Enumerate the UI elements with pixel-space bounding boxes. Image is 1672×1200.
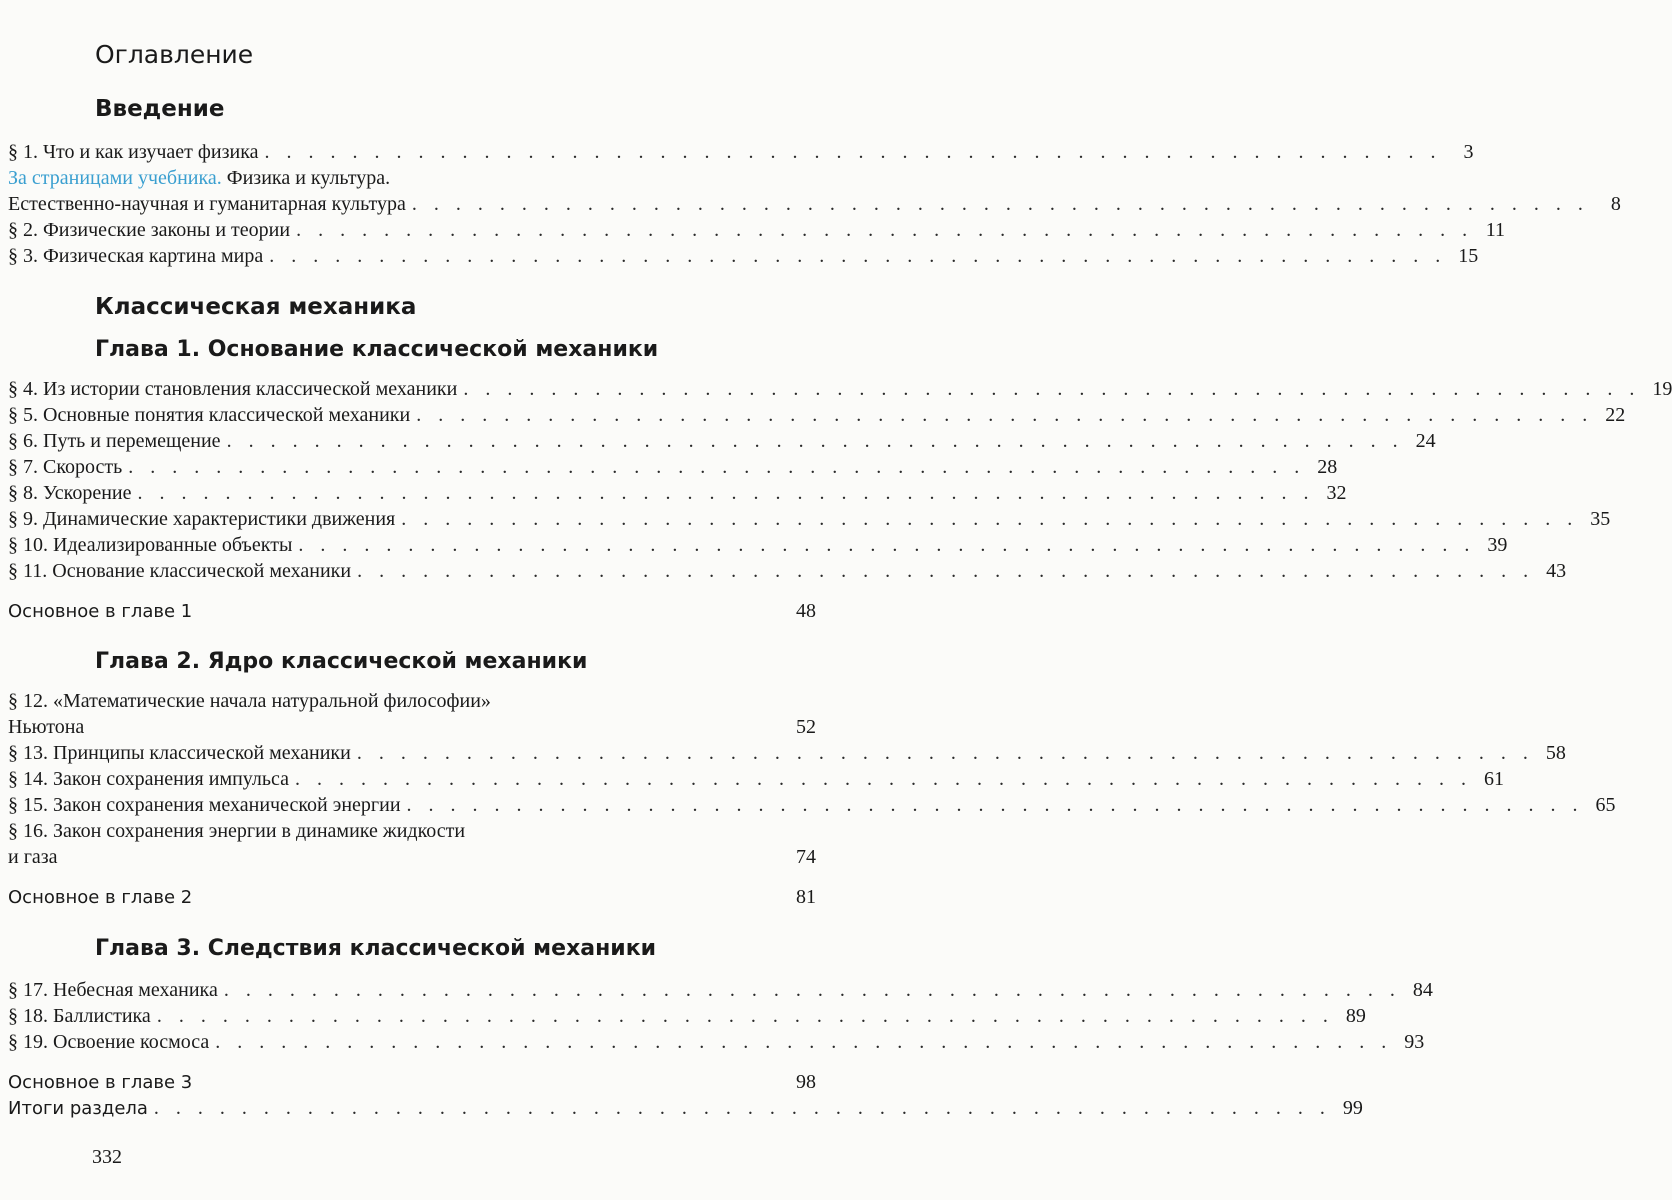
toc-row-results[interactable]	[8, 1095, 1363, 1121]
leader-dots: . . . . . . . . . . . . . . . . . . . . . . . . . . . . . . . . . . . . . . . . . . . . . . . . . . . . . .	[128, 456, 1306, 478]
toc-row[interactable]	[8, 139, 1474, 165]
toc-row-page: 3	[1463, 141, 1474, 163]
toc-row-page: 24	[1415, 430, 1436, 452]
toc-row-summary[interactable]	[8, 598, 816, 624]
toc-row-label: § 14. Закон сохранения импульса	[8, 768, 290, 790]
toc-row-page: 52	[796, 716, 816, 738]
toc-row-label: § 17. Небесная механика	[8, 979, 218, 1001]
toc-row[interactable]	[8, 428, 1436, 454]
toc-row-label: § 2. Физические законы и теории	[8, 219, 291, 241]
leader-dots: . . . . . . . . . . . . . . . . . . . . . . . . . . . . . . . . . . . . . . . . . . . . . . . . . . . . . .	[411, 193, 1589, 215]
toc-row-label: § 9. Динамические характеристики движения	[8, 508, 396, 530]
toc-row-page: 19	[1652, 378, 1672, 400]
toc-row-label: § 11. Основание классической механики	[8, 560, 352, 582]
leader-dots: . . . . . . . . . . . . . . . . . . . . . . . . . . . . . . . . . . . . . . . . . . . . . . . . . . . . . .	[401, 508, 1579, 530]
leader-dots: . . . . . . . . . . . . . . . . . . . . . . . . . . . . . . . . . . . . . . . . . . . . . . . . . . . . . .	[153, 1097, 1331, 1119]
leader-dots: . . . . . . . . . . . . . . . . . . . . . . . . . . . . . . . . . . . . . . . . . . . . . . . . . . . . . .	[269, 245, 1447, 267]
toc-row[interactable]	[8, 480, 1347, 506]
leader-dots: . . . . . . . . . . . . . . . . . . . . . . . . . . . . . . . . . . . . . . . . . . . . . . . . . . . . . .	[463, 378, 1641, 400]
extra-title: Физика и культура.	[221, 167, 391, 189]
toc-row[interactable]	[8, 506, 1611, 532]
toc-row[interactable]	[8, 454, 1338, 480]
toc-row-label: § 5. Основные понятия классической механики	[8, 404, 411, 426]
toc-row[interactable]	[8, 217, 1506, 243]
toc-row[interactable]	[8, 792, 1616, 818]
toc-row-page: 11	[1485, 219, 1506, 241]
leader-dots: . . . . . . . . . . . . . . . . . . . . . . . . . . . . . . . . . . . . . . . . . . . . . . . . . . . . . .	[226, 430, 1404, 452]
leader-dots: . . . . . . . . . . . . . . . . . . . . . . . . . . . . . . . . . . . . . . . . . . . . . . . . . . . . . .	[223, 979, 1401, 1001]
toc-row[interactable]	[8, 740, 1566, 766]
toc-row-page: 93	[1404, 1031, 1425, 1053]
toc-row-line1: § 12. «Математические начала натуральной философии»	[8, 690, 491, 712]
chapter-heading: Глава 1. Основание классической механики	[95, 337, 659, 362]
toc-row-label: § 4. Из истории становления классической механики	[8, 378, 458, 400]
leader-dots: . . . . . . . . . . . . . . . . . . . . . . . . . . . . . . . . . . . . . . . . . . . . . . . . . . . . . .	[406, 794, 1584, 816]
toc-row-label: Основное в главе 3	[8, 1072, 193, 1093]
leader-dots: . . . . . . . . . . . . . . . . . . . . . . . . . . . . . . . . . . . . . . . . . . . . . . . . . . . . . .	[357, 560, 1535, 582]
toc-row-label: Итоги раздела	[8, 1098, 148, 1119]
toc-row-summary[interactable]	[8, 1069, 816, 1095]
leader-dots: . . . . . . . . . . . . . . . . . . . . . . . . . . . . . . . . . . . . . . . . . . . . . . . . . . . . . .	[264, 141, 1442, 163]
toc-row-label: § 18. Баллистика	[8, 1005, 151, 1027]
toc-row-page: 39	[1487, 534, 1508, 556]
toc-row-label: § 8. Ускорение	[8, 482, 132, 504]
toc-row[interactable]	[8, 558, 1567, 584]
toc-row[interactable]	[8, 376, 1672, 402]
toc-row-page: 35	[1590, 508, 1611, 530]
leader-dots: . . . . . . . . . . . . . . . . . . . . . . . . . . . . . . . . . . . . . . . . . . . . . . . . . . . . . .	[416, 404, 1594, 426]
toc-row-label: § 3. Физическая картина мира	[8, 245, 264, 267]
leader-dots: . . . . . . . . . . . . . . . . . . . . . . . . . . . . . . . . . . . . . . . . . . . . . . . . . . . . . .	[137, 482, 1315, 504]
toc-row-label: Основное в главе 1	[8, 601, 193, 622]
toc-row-label: § 10. Идеализированные объекты	[8, 534, 293, 556]
toc-row-line1: § 16. Закон сохранения энергии в динамике жидкости	[8, 820, 466, 842]
toc-row-label: § 19. Освоение космоса	[8, 1031, 210, 1053]
toc-row[interactable]	[8, 977, 1433, 1003]
toc-row[interactable]	[8, 191, 1621, 217]
chapter-heading: Глава 3. Следствия классической механики	[95, 936, 657, 961]
toc-row-page: 32	[1326, 482, 1347, 504]
toc-row-label: § 1. Что и как изучает физика	[8, 141, 259, 163]
toc-row-label: Основное в главе 2	[8, 887, 193, 908]
toc-row-page: 89	[1345, 1005, 1366, 1027]
extra-prefix: За страницами учебника.	[8, 167, 222, 189]
toc-row[interactable]	[8, 1003, 1366, 1029]
toc-row[interactable]	[8, 844, 816, 870]
chapter-heading: Глава 2. Ядро классической механики	[95, 649, 588, 674]
section-heading: Классическая механика	[95, 294, 417, 320]
toc-row-extra-heading	[8, 165, 390, 191]
page-title: Оглавление	[95, 40, 254, 69]
toc-row[interactable]	[8, 714, 816, 740]
toc-row-page: 15	[1458, 245, 1479, 267]
leader-dots: . . . . . . . . . . . . . . . . . . . . . . . . . . . . . . . . . . . . . . . . . . . . . . . . . . . . . .	[298, 534, 1476, 556]
toc-row-page: 8	[1610, 193, 1621, 215]
toc-row-page: 81	[796, 886, 816, 908]
toc-row-page: 99	[1342, 1097, 1363, 1119]
toc-row[interactable]	[8, 1029, 1425, 1055]
toc-row[interactable]	[8, 243, 1479, 269]
toc-row-page: 48	[796, 600, 816, 622]
leader-dots: . . . . . . . . . . . . . . . . . . . . . . . . . . . . . . . . . . . . . . . . . . . . . . . . . . . . . .	[356, 742, 1534, 764]
toc-row-page: 43	[1546, 560, 1567, 582]
page-number: 332	[92, 1146, 122, 1168]
toc-row-page: 61	[1484, 768, 1505, 790]
toc-row[interactable]	[8, 766, 1505, 792]
toc-row-page: 58	[1545, 742, 1566, 764]
toc-row-page: 98	[796, 1071, 816, 1093]
toc-row-label: § 7. Скорость	[8, 456, 123, 478]
toc-row-page: 22	[1605, 404, 1626, 426]
leader-dots: . . . . . . . . . . . . . . . . . . . . . . . . . . . . . . . . . . . . . . . . . . . . . . . . . . . . . .	[295, 768, 1473, 790]
toc-row-page: 65	[1595, 794, 1616, 816]
toc-row-label: § 6. Путь и перемещение	[8, 430, 221, 452]
intro-heading: Введение	[95, 96, 225, 122]
leader-dots: . . . . . . . . . . . . . . . . . . . . . . . . . . . . . . . . . . . . . . . . . . . . . . . . . . . . . .	[156, 1005, 1334, 1027]
toc-row-summary[interactable]	[8, 884, 816, 910]
toc-row[interactable]	[8, 532, 1508, 558]
leader-dots: . . . . . . . . . . . . . . . . . . . . . . . . . . . . . . . . . . . . . . . . . . . . . . . . . . . . . .	[215, 1031, 1393, 1053]
toc-row-label: § 15. Закон сохранения механической энергии	[8, 794, 401, 816]
toc-row-label: Естественно-научная и гуманитарная культура	[8, 193, 406, 215]
toc-row-label: Ньютона	[8, 716, 85, 738]
toc-row-page: 74	[796, 846, 816, 868]
toc-row-label: и газа	[8, 846, 58, 868]
toc-row-page: 84	[1412, 979, 1433, 1001]
toc-row[interactable]	[8, 402, 1626, 428]
toc-row-label: § 13. Принципы классической механики	[8, 742, 351, 764]
toc-row-page: 28	[1317, 456, 1338, 478]
leader-dots: . . . . . . . . . . . . . . . . . . . . . . . . . . . . . . . . . . . . . . . . . . . . . . . . . . . . . .	[296, 219, 1474, 241]
